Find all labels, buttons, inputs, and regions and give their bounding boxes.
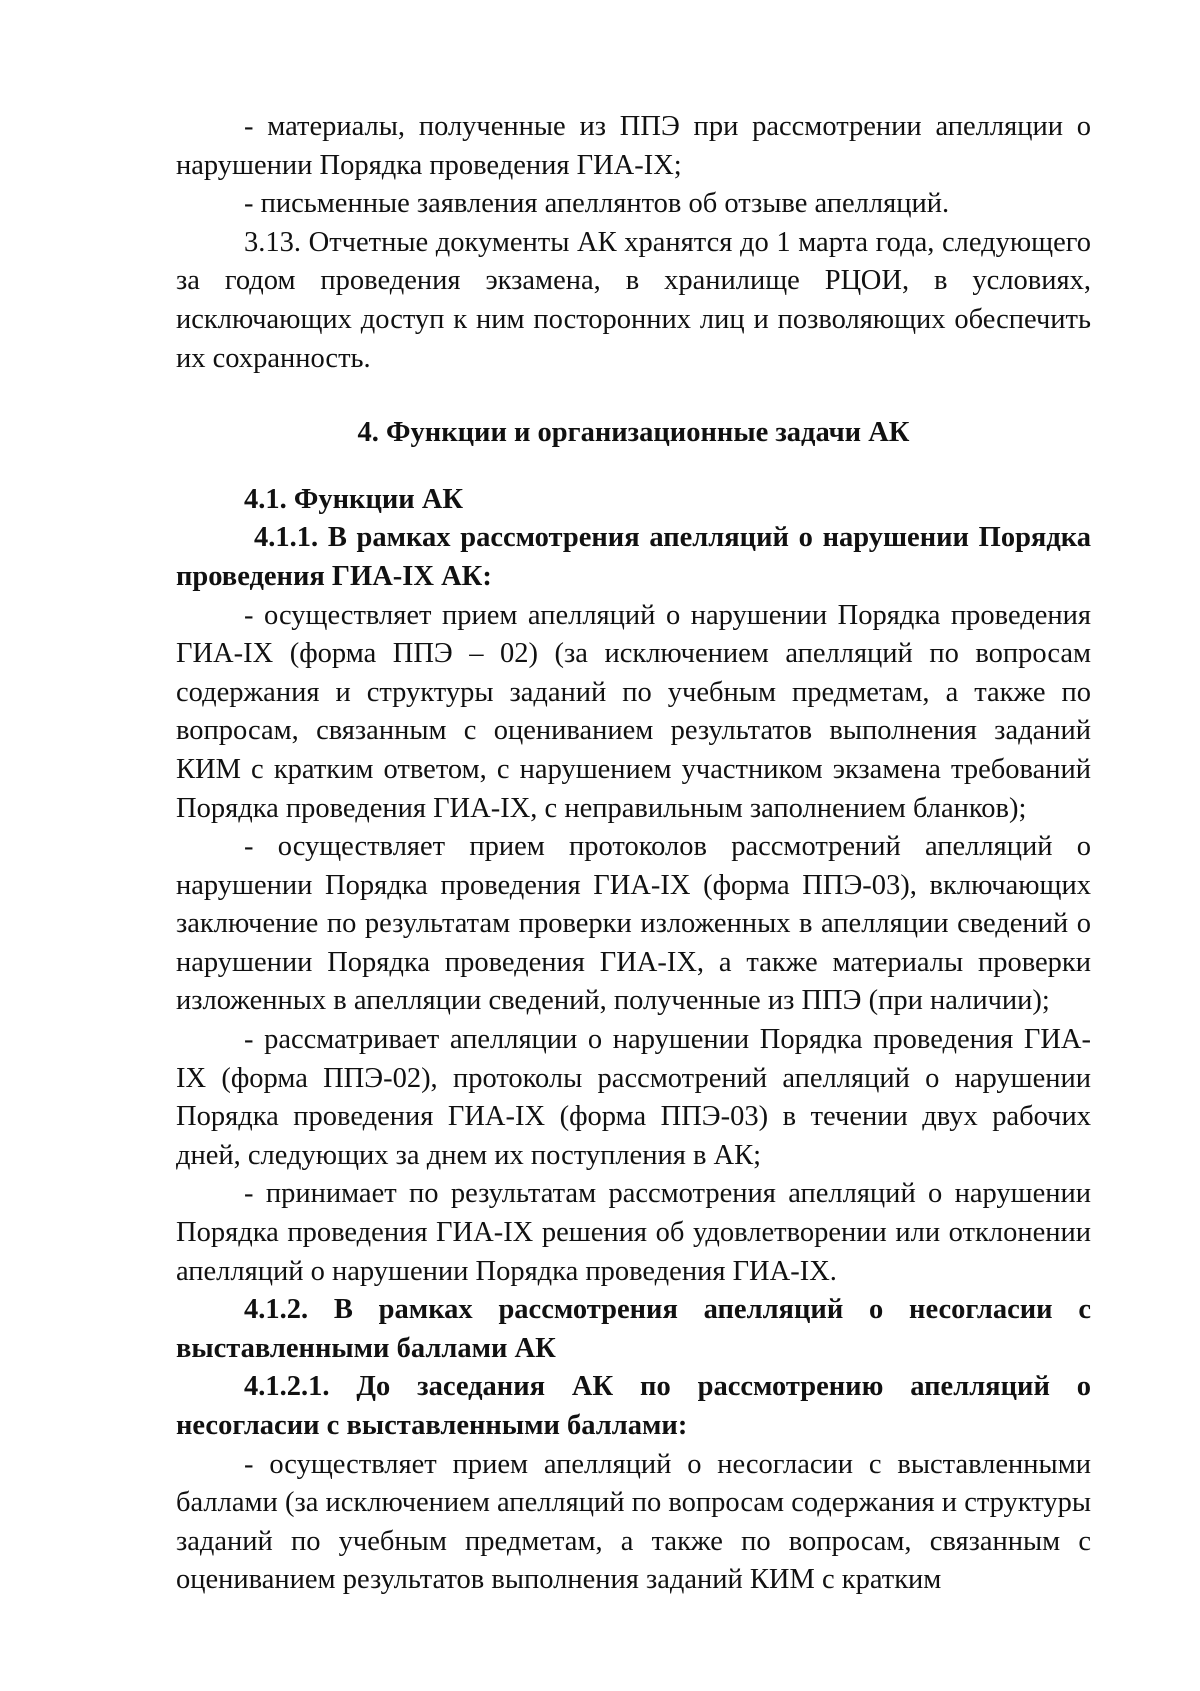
paragraph-withdrawal-statements: - письменные заявления апеллянтов об отзыве апелляций. <box>244 188 950 220</box>
paragraph-review-appeals: - рассматривает апелляции о нарушении Порядка проведения ГИА-IX (форма ППЭ-02), протоколы рассмотрений апелляций о нарушении Порядка проведения ГИА-IX (форма ППЭ-03) в течении двух рабочих дней, следующих за днем их поступления в АК; <box>176 1024 1091 1171</box>
subsection-4-1-heading: 4.1. Функции АК <box>244 483 464 515</box>
section-4-heading: 4. Функции и организационные задачи АК <box>357 417 910 449</box>
paragraph-accept-protocols: - осуществляет прием протоколов рассмотрений апелляций о нарушении Порядка проведения ГИА-IX (форма ППЭ-03), включающих заключение по результатам проверки изложенных в апелляции сведений о нарушении Порядка проведения ГИА-IX, а также материалы проверки изложенных в апелляции сведений, полученные из ППЭ (при наличии); <box>176 831 1091 1017</box>
paragraph-decisions: - принимает по результатам рассмотрения апелляций о нарушении Порядка проведения ГИА-IX решения об удовлетворении или отклонении апелляций о нарушении Порядка проведения ГИА-IX. <box>176 1178 1091 1287</box>
paragraph-accept-appeals: - осуществляет прием апелляций о нарушении Порядка проведения ГИА-IX (форма ППЭ – 02) (за исключением апелляций по вопросам содержания и структуры заданий по учебным предметам, а также по вопросам, связанным с оцениванием результатов выполнения заданий КИМ с кратким ответом, с нарушением участником экзамена требований Порядка проведения ГИА-IX, с неправильным заполнением бланков); <box>176 599 1091 824</box>
paragraph-accept-score-appeals: - осуществляет прием апелляций о несогласии с выставленными баллами (за исключением апелляций по вопросам содержания и структуры заданий по учебным предметам, а также по вопросам, связанным с оцениванием результатов выполнения заданий КИМ с кратким <box>176 1448 1091 1596</box>
paragraph-3-13: 3.13. Отчетные документы АК хранятся до 1 марта года, следующего за годом проведения экзамена, в хранилище РЦОИ, в условиях, исключающих доступ к ним посторонних лиц и позволяющих обеспечить их сохранность. <box>176 226 1091 374</box>
document-body <box>176 108 1091 1600</box>
paragraph-materials: - материалы, полученные из ППЭ при рассмотрении апелляции о нарушении Порядка проведения ГИА-IX; <box>176 111 1091 181</box>
subsection-4-1-1-heading: 4.1.1. В рамках рассмотрения апелляций о нарушении Порядка проведения ГИА-IX АК: <box>176 522 1091 592</box>
subsection-4-1-2-heading: 4.1.2. В рамках рассмотрения апелляций о несогласии с выставленными баллами АК <box>176 1294 1091 1364</box>
subsection-4-1-2-1-heading: 4.1.2.1. До заседания АК по рассмотрению апелляций о несогласии с выставленными баллами: <box>176 1371 1091 1441</box>
